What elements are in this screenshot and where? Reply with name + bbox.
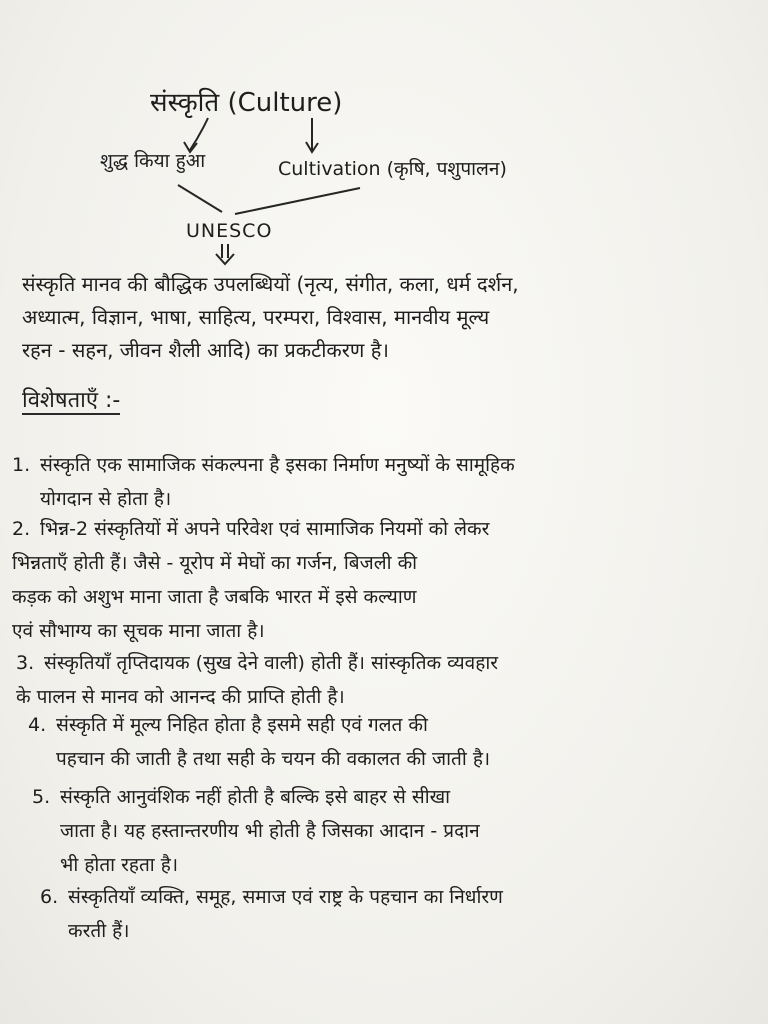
definition-line: रहन - सहन, जीवन शैली आदि) का प्रकटीकरण है। bbox=[22, 338, 389, 362]
feature-line: भी होता रहता है। bbox=[60, 854, 179, 876]
diagram-bottom-node: UNESCO bbox=[186, 220, 273, 242]
features-heading: विशेषताएँ :- bbox=[22, 388, 121, 413]
feature-item-3 bbox=[16, 646, 498, 714]
arrow-left bbox=[190, 118, 208, 150]
feature-number: 5. bbox=[32, 786, 51, 808]
feature-number: 4. bbox=[28, 714, 47, 736]
feature-line: संस्कृति आनुवंशिक नहीं होती है बल्कि इसे बाहर से सीखा bbox=[60, 786, 451, 808]
feature-line: योगदान से होता है। bbox=[40, 488, 172, 510]
diagram-root: संस्कृति (Culture) bbox=[150, 88, 343, 118]
feature-line: संस्कृति में मूल्य निहित होता है इसमे सही एवं गलत की bbox=[56, 714, 428, 736]
feature-line: पहचान की जाती है तथा सही के चयन की वकालत की जाती है। bbox=[56, 748, 491, 770]
feature-line: संस्कृतियाँ व्यक्ति, समूह, समाज एवं राष्ट्र के पहचान का निर्धारण bbox=[68, 886, 503, 908]
feature-item-5 bbox=[32, 780, 480, 882]
feature-line: जाता है। यह हस्तान्तरणीय भी होती है जिसका आदान - प्रदान bbox=[60, 820, 480, 842]
feature-item-4 bbox=[28, 708, 490, 776]
feature-number: 1. bbox=[12, 454, 31, 476]
diagram-arrows bbox=[0, 0, 768, 280]
diagram-right-branch: Cultivation (कृषि, पशुपालन) bbox=[278, 158, 507, 180]
feature-line: भिन्नताएँ होती हैं। जैसे - यूरोप में मेघों का गर्जन, बिजली की bbox=[12, 552, 418, 574]
definition-paragraph bbox=[22, 268, 752, 367]
feature-line: एवं सौभाग्य का सूचक माना जाता है। bbox=[12, 620, 265, 642]
feature-line: कड़क को अशुभ माना जाता है जबकि भारत में इसे कल्याण bbox=[12, 586, 417, 608]
feature-line: संस्कृति एक सामाजिक संकल्पना है इसका निर्माण मनुष्यों के सामूहिक bbox=[40, 454, 515, 476]
feature-line: भिन्न-2 संस्कृतियों में अपने परिवेश एवं सामाजिक नियमों को लेकर bbox=[40, 518, 490, 540]
feature-number: 6. bbox=[40, 886, 59, 908]
feature-line: संस्कृतियाँ तृप्तिदायक (सुख देने वाली) होती हैं। सांस्कृतिक व्यवहार bbox=[44, 652, 499, 674]
feature-number: 2. bbox=[12, 518, 31, 540]
feature-item-1 bbox=[12, 448, 515, 516]
feature-item-2 bbox=[12, 512, 489, 648]
feature-number: 3. bbox=[16, 652, 35, 674]
feature-line: करती हैं। bbox=[68, 920, 130, 942]
feature-item-6 bbox=[40, 880, 503, 948]
definition-line: संस्कृति मानव की बौद्धिक उपलब्धियों (नृत्य, संगीत, कला, धर्म दर्शन, bbox=[22, 272, 519, 296]
feature-line: के पालन से मानव को आनन्द की प्राप्ति होती है। bbox=[16, 686, 345, 708]
definition-line: अध्यात्म, विज्ञान, भाषा, साहित्य, परम्परा, विश्वास, मानवीय मूल्य bbox=[22, 305, 490, 329]
diagram-left-branch: शुद्ध किया हुआ bbox=[100, 150, 206, 172]
